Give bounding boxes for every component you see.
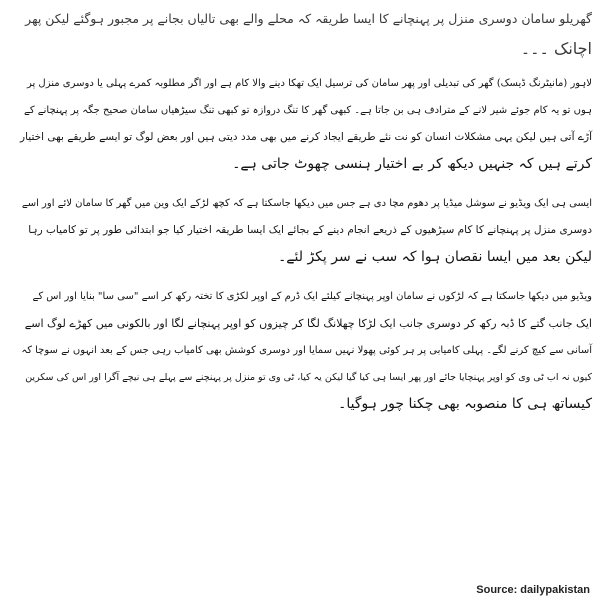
paragraph-1 bbox=[14, 70, 592, 178]
paragraph-line: ہوں تو یہ کام جوئے شیر لانے کے مترادف ہی بن جاتا ہے۔ کبھی گھر کا تنگ دروازہ تو کبھی تنگ سیڑھیاں سامان صحیح جگہ پر پہنچانے کے bbox=[23, 105, 592, 116]
headline bbox=[14, 4, 592, 64]
paragraph-line: ایک جانب گتے کا ڈبہ رکھ کر دوسری جانب ایک لڑکا چھلانگ لگا کر چیزوں کو اوپر پہنچانے لگا اور بالکونی میں کھڑے لوگ اسے bbox=[24, 317, 592, 330]
paragraph-line: ایسی ہی ایک ویڈیو نے سوشل میڈیا پر دھوم مچا دی ہے جس میں دیکھا جاسکتا ہے کہ کچھ لڑکے ایک وین میں گھر کا سامان لائے اور اسے bbox=[21, 198, 592, 209]
paragraph-line: کیوں نہ اب ٹی وی کو اوپر پہنچایا جائے اور پھر ایسا ہی کیا گیا لیکن یہ کیا، ٹی وی تو منزل پر پہنچنے سے پہلے ہی نیچے آگرا اور اس کی سکرین bbox=[25, 372, 592, 383]
paragraph-line: دوسری منزل پر پہنچانے کا کام سیڑھیوں کے ذریعے انجام دینے کے بجائے ایک ایسا طریقہ اختیار کیا جو ابتدائی طور پر تو کامیاب رہا bbox=[28, 224, 592, 236]
paragraph-line: کیساتھ ہی کا منصوبہ بھی چکنا چور ہوگیا۔ bbox=[338, 396, 592, 412]
paragraph-2 bbox=[14, 190, 592, 271]
source-credit: Source: dailypakistan bbox=[476, 584, 590, 596]
paragraph-line: آسانی سے کیچ کرنے لگے۔ پہلی کامیابی پر ہر کوئی پھولا نہیں سمایا اور دوسری کوشش بھی کامیاب رہی جس کے بعد انہوں نے سوچا کہ bbox=[21, 345, 592, 356]
paragraph-line: لاہور (مانیٹرنگ ڈیسک) گھر کی تبدیلی اور پھر سامان کی ترسیل ایک تھکا دینے والا کام ہے اور اگر مطلوبہ کمرے پہلی یا دوسری منزل پر bbox=[26, 78, 592, 89]
paragraph-line: ویڈیو میں دیکھا جاسکتا ہے کہ لڑکوں نے سامان اوپر پہنچانے کیلئے ایک ڈرم کے اوپر لکڑی کا تختہ رکھ کر اسے "سی سا" بنایا اور اس کے bbox=[32, 291, 592, 302]
paragraph-line: آڑے آتی ہیں لیکن یہی مشکلات انسان کو نت نئے طریقے ایجاد کرنے میں بھی مدد دیتی ہیں اور بعض لوگ تو ایسے طریقے بھی اختیار bbox=[20, 131, 592, 143]
paragraph-line: کرتے ہیں کہ جنہیں دیکھ کر بے اختیار ہنسی چھوٹ جاتی ہے۔ bbox=[232, 156, 592, 172]
paragraph-line: لیکن بعد میں ایسا نقصان ہوا کہ سب نے سر پکڑ لئے۔ bbox=[278, 249, 592, 265]
headline-line: اچانک ۔۔۔ bbox=[520, 39, 592, 58]
paragraph-3 bbox=[14, 283, 592, 418]
headline-line: گھریلو سامان دوسری منزل پر پہنچانے کا ایسا طریقہ کہ محلے والے بھی تالیاں بجانے پر مجبور ہوگئے لیکن پھر bbox=[25, 11, 592, 26]
